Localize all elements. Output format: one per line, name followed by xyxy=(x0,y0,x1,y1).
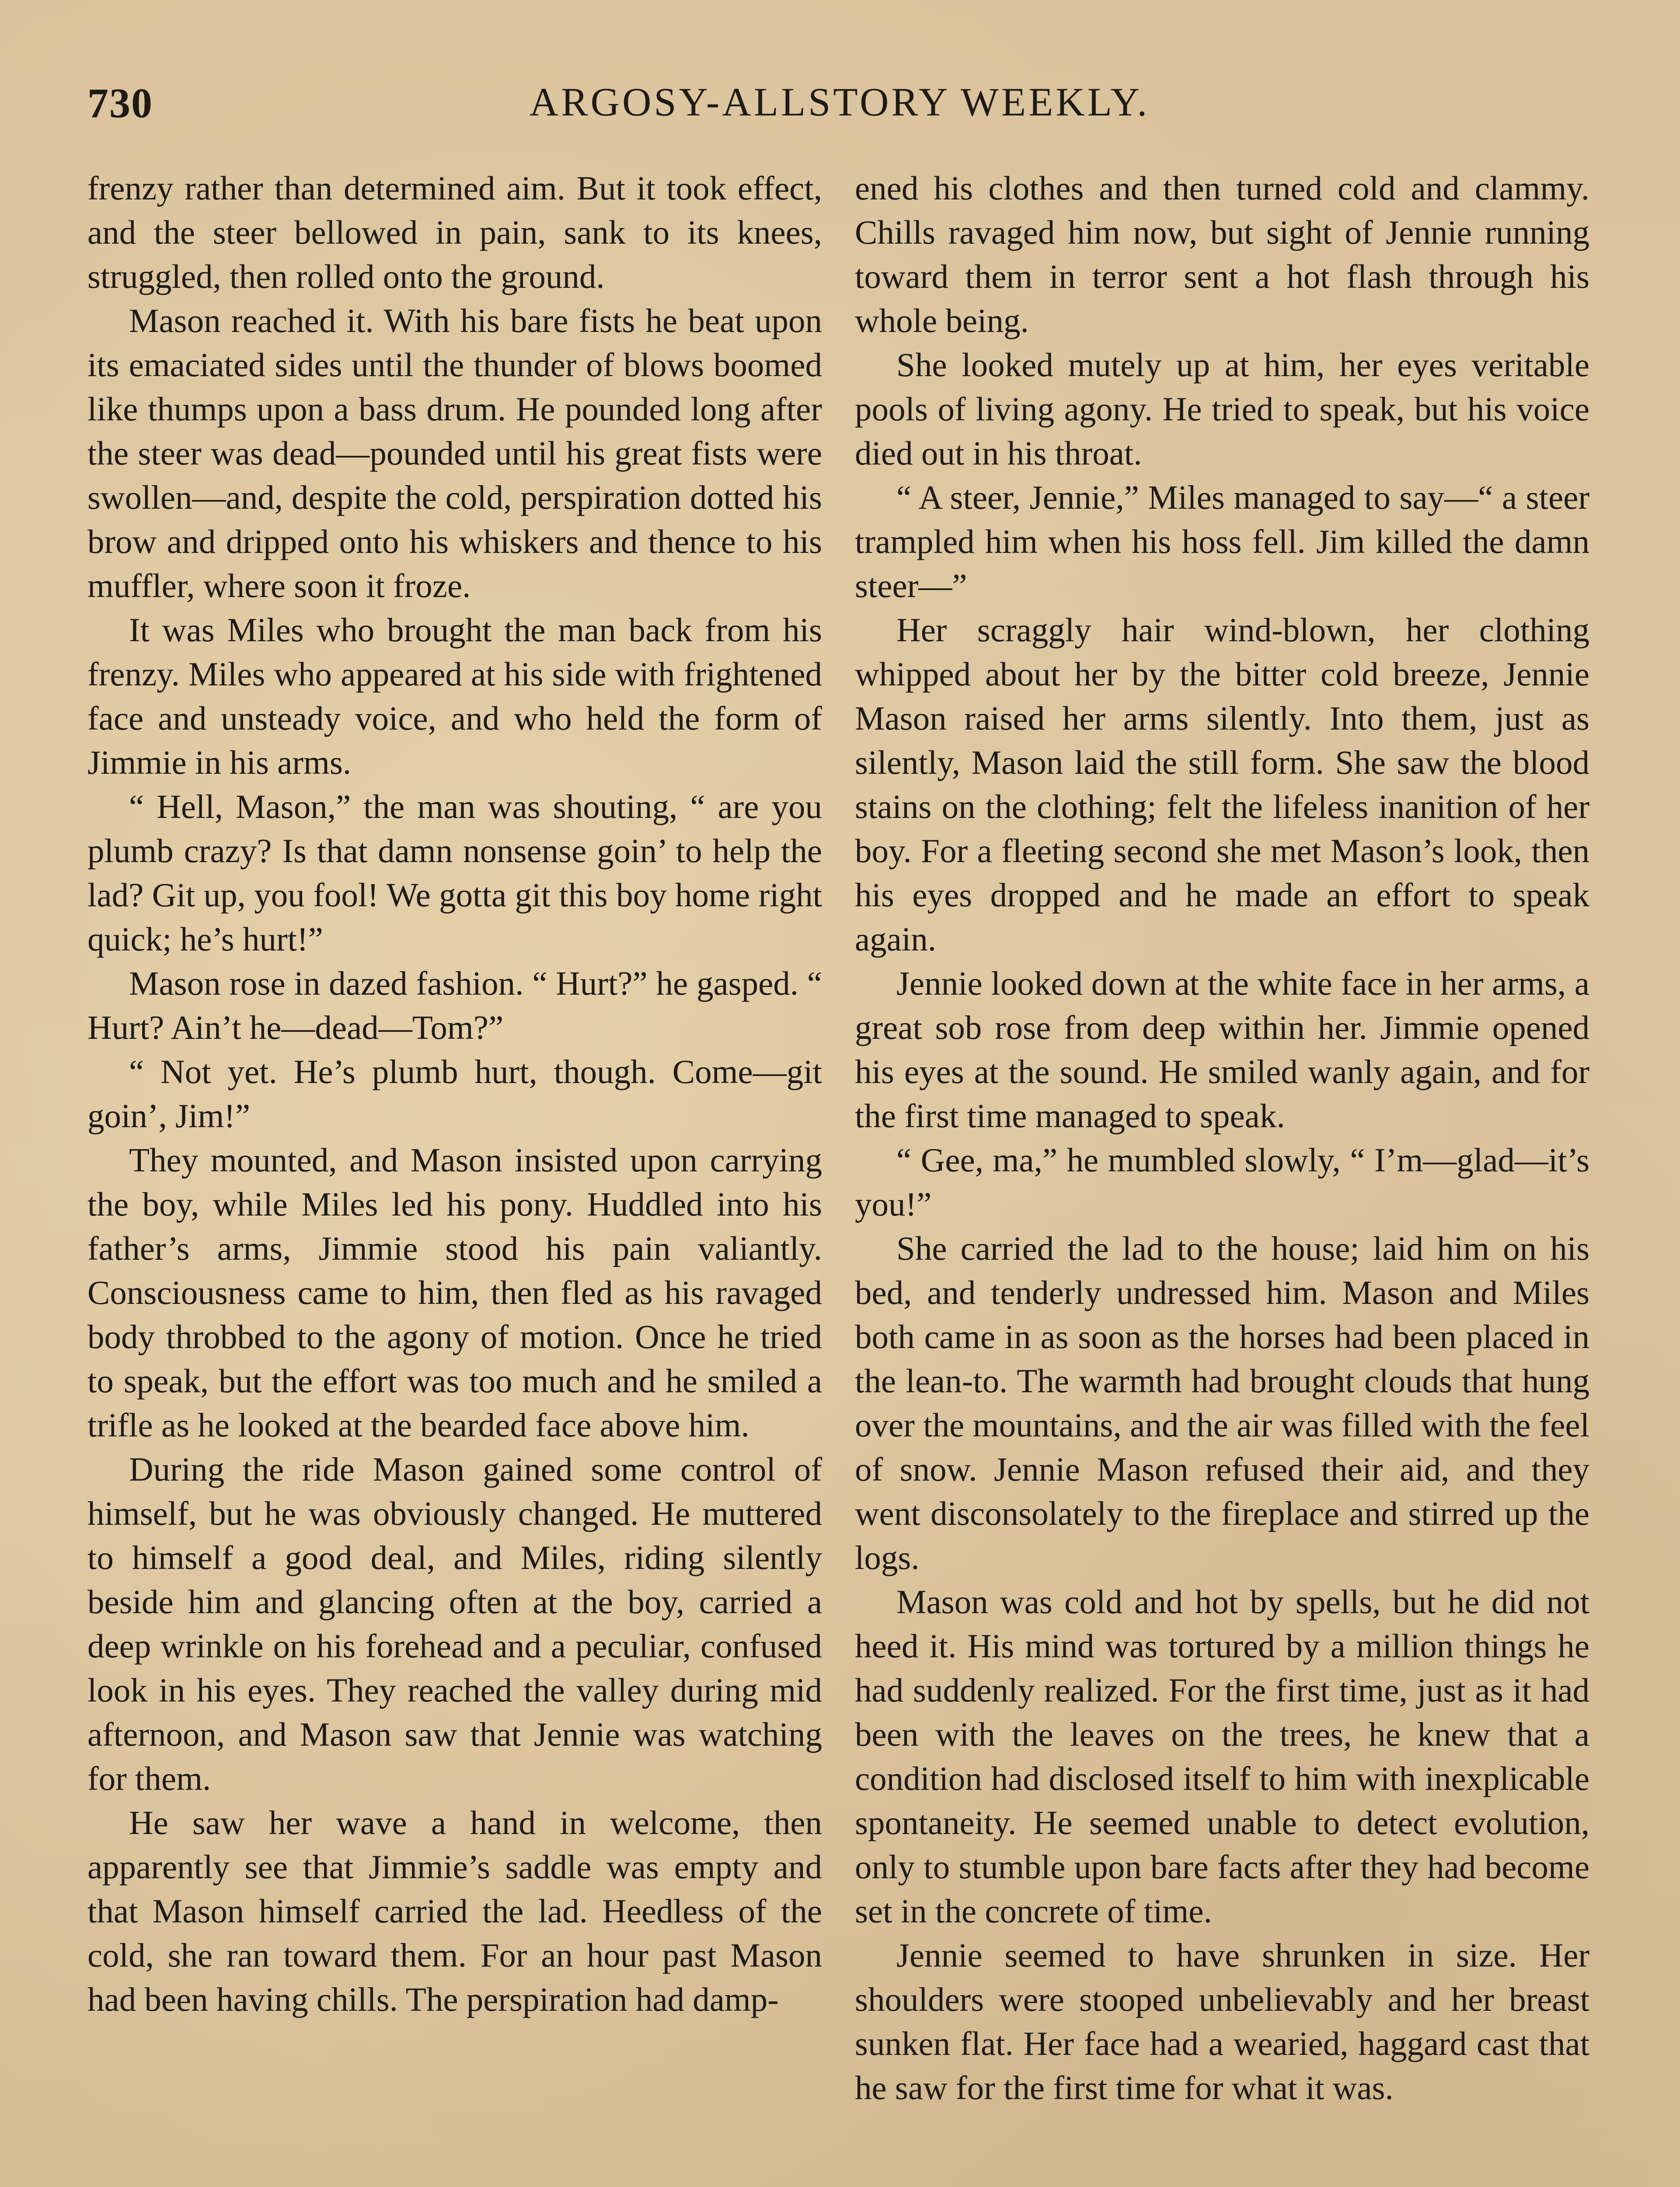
paragraph: “ Hell, Mason,” the man was shouting, “ are you plumb crazy? Is that damn nonsense goin’ to help the lad? Git up, you fool! We gotta git this boy home right quick; he’s hurt!” xyxy=(87,788,822,958)
paragraph: Jennie seemed to have shrunken in size. Her shoulders were stooped unbelievably and her breast sunken flat. Her face had a wearied, haggard cast that he saw for the first time for what it was. xyxy=(855,1936,1589,2107)
paragraph: It was Miles who brought the man back from his frenzy. Miles who appeared at his side with frightened face and unsteady voice, and who held the form of Jimmie in his arms. xyxy=(87,611,822,781)
page-number: 730 xyxy=(87,80,153,126)
paragraph: She carried the lad to the house; laid him on his bed, and tenderly undressed him. Mason and Miles both came in as soon as the horses had been placed in the lean-to. The warmth had brought clouds that hung over the mountains, and the air was filled with the feel of snow. Jennie Mason refused their aid, and they went disconsolately to the fireplace and stirred up the logs. xyxy=(855,1230,1589,1576)
right-column xyxy=(855,166,1589,2187)
left-column xyxy=(87,166,822,2187)
paragraph: Her scraggly hair wind-blown, her clothing whipped about her by the bitter cold breeze, Jennie Mason raised her arms silently. Into them, just as silently, Mason laid the still form. She saw the blood stains on the clothing; felt the lifeless inanition of her boy. For a fleeting second she met Mason’s look, then his eyes dropped and he made an effort to speak again. xyxy=(855,611,1589,958)
paragraph: She looked mutely up at him, her eyes veritable pools of living agony. He tried to speak, but his voice died out in his throat. xyxy=(855,346,1589,472)
paragraph: ened his clothes and then turned cold and clammy. Chills ravaged him now, but sight of Jennie running toward them in terror sent a hot flash through his whole being. xyxy=(855,169,1589,339)
paragraph: They mounted, and Mason insisted upon carrying the boy, while Miles led his pony. Huddled into his father’s arms, Jimmie stood his pain valiantly. Consciousness came to him, then fled as his ravaged body throbbed to the agony of motion. Once he tried to speak, but the effort was too much and he smiled a trifle as he looked at the bearded face above him. xyxy=(87,1141,822,1444)
paragraph: Jennie looked down at the white face in her arms, a great sob rose from deep within her. Jimmie opened his eyes at the sound. He smiled wanly again, and for the first time managed to speak. xyxy=(855,964,1589,1135)
paragraph: “ Not yet. He’s plumb hurt, though. Come—git goin’, Jim!” xyxy=(87,1053,822,1135)
paragraph: Mason rose in dazed fashion. “ Hurt?” he gasped. “ Hurt? Ain’t he—dead—Tom?” xyxy=(87,964,822,1046)
paragraph: “ A steer, Jennie,” Miles managed to say—“ a steer trampled him when his hoss fell. Jim killed the damn steer—” xyxy=(855,479,1589,604)
running-title: ARGOSY-ALLSTORY WEEKLY. xyxy=(529,80,1150,124)
paragraph: During the ride Mason gained some control of himself, but he was obviously changed. He muttered to himself a good deal, and Miles, riding silently beside him and glancing often at the boy, carried a deep wrinkle on his forehead and a peculiar, confused look in his eyes. They reached the valley during mid afternoon, and Mason saw that Jennie was watching for them. xyxy=(87,1450,822,1797)
paragraph: frenzy rather than determined aim. But it took effect, and the steer bellowed in pain, sank to its knees, struggled, then rolled onto the ground. xyxy=(87,169,822,295)
paragraph: He saw her wave a hand in welcome, then apparently see that Jimmie’s saddle was empty and that Mason himself carried the lad. Heedless of the cold, she ran toward them. For an hour past Mason had been having chills. The perspiration had damp- xyxy=(87,1804,822,2018)
paragraph: Mason was cold and hot by spells, but he did not heed it. His mind was tortured by a million things he had suddenly realized. For the first time, just as it had been with the leaves on the trees, he knew that a condition had disclosed itself to him with inexplicable spontaneity. He seemed unable to detect evolution, only to stumble upon bare facts after they had become set in the concrete of time. xyxy=(855,1583,1589,1930)
page-header xyxy=(87,79,1592,140)
paragraph: “ Gee, ma,” he mumbled slowly, “ I’m—glad—it’s you!” xyxy=(855,1141,1589,1223)
paragraph: Mason reached it. With his bare fists he beat upon its emaciated sides until the thunder of blows boomed like thumps upon a bass drum. He pounded long after the steer was dead—pounded until his great fists were swollen—and, despite the cold, perspiration dotted his brow and dripped onto his whiskers and thence to his muffler, where soon it froze. xyxy=(87,302,822,604)
